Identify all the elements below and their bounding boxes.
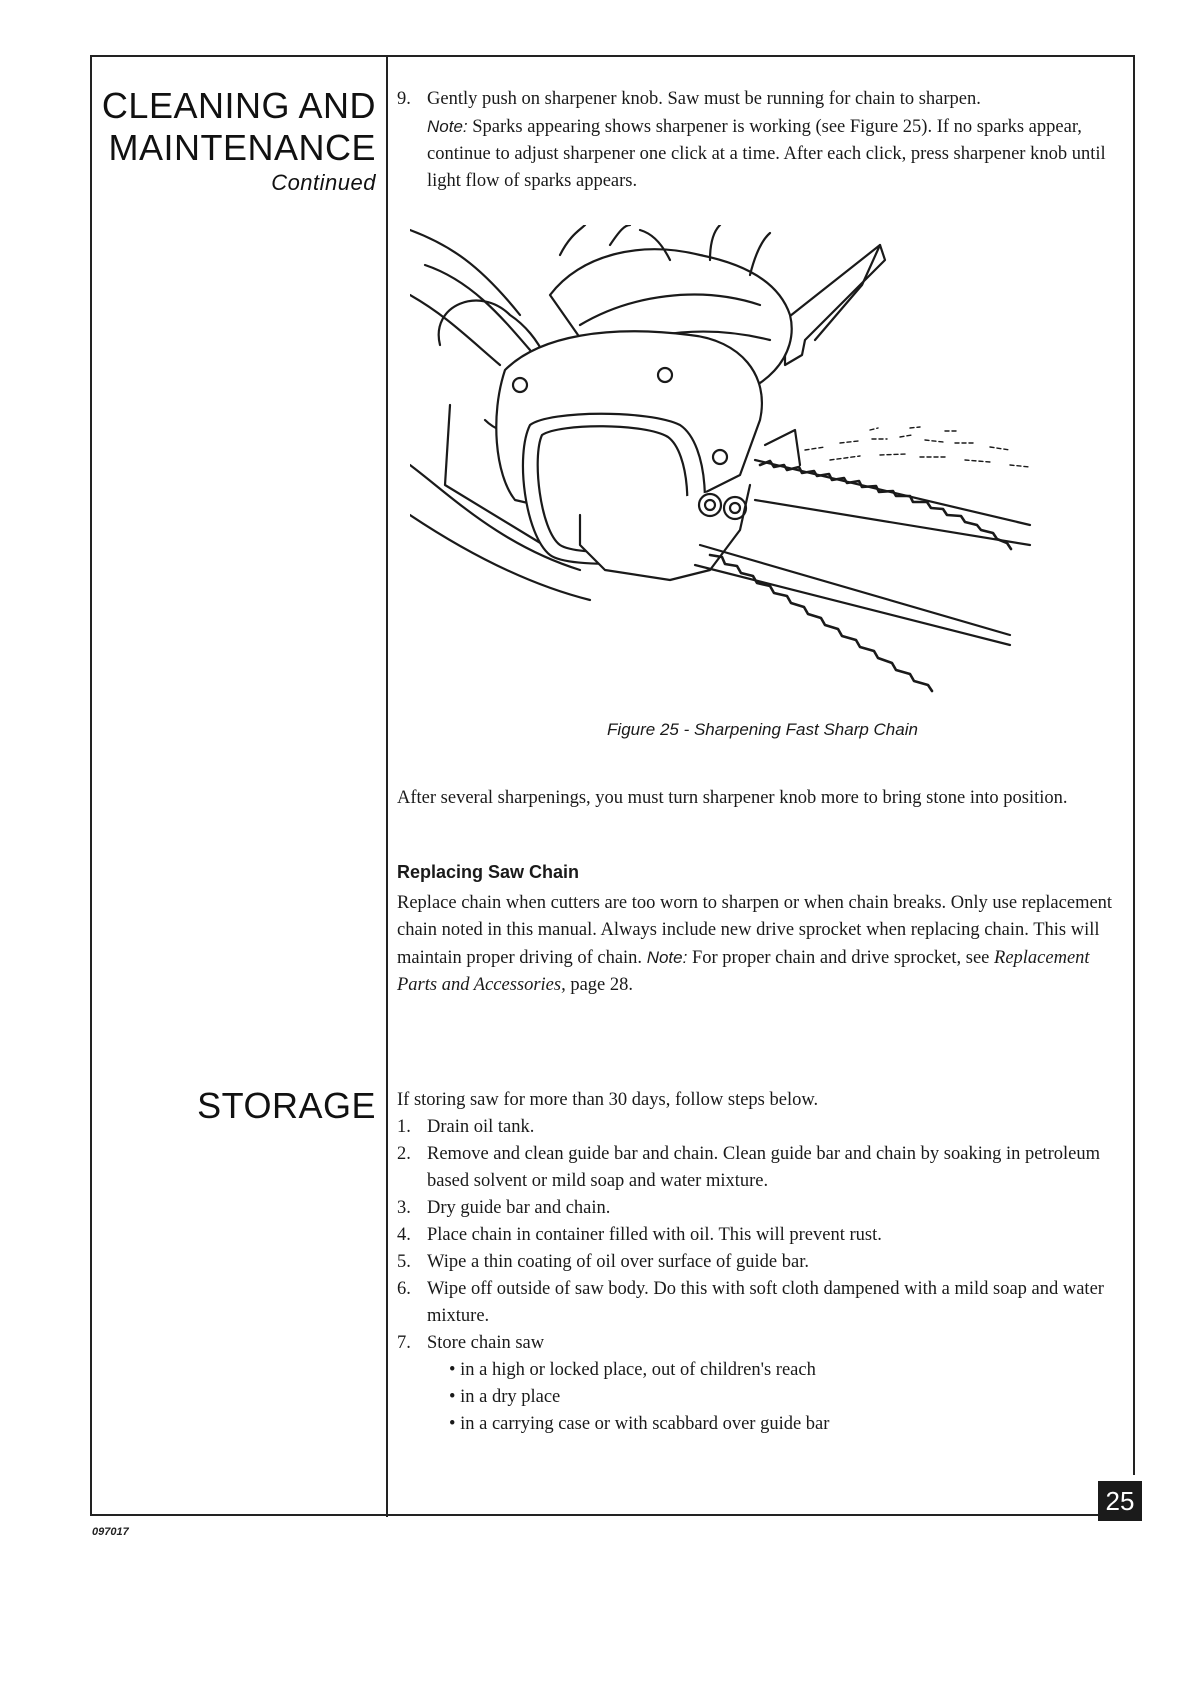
list-item: 4. Place chain in container filled with oil. This will prevent rust. (397, 1225, 882, 1245)
replacing-text-c: page 28. (565, 975, 634, 995)
storage-steps (397, 1114, 1122, 1438)
figure-25-illustration (410, 225, 1100, 695)
bullet-item: • in a dry place (449, 1387, 561, 1407)
after-sharpenings-text: After several sharpenings, you must turn sharpener knob more to bring stone into position. (397, 788, 1068, 808)
list-item: 6. Wipe off outside of saw body. Do this with soft cloth dampened with a mild soap and water mixture. (397, 1279, 1104, 1326)
section-subtitle: Continued (271, 170, 376, 195)
replacing-reference: Replacement Parts and Accessories, (397, 948, 1090, 995)
bullet-item: • in a high or locked place, out of children's reach (449, 1360, 816, 1380)
step-9-number: 9. (397, 89, 411, 109)
frame-bottom-rule (90, 1514, 1135, 1516)
list-item: 5. Wipe a thin coating of oil over surface of guide bar. (397, 1252, 809, 1272)
frame-right-rule (1133, 55, 1135, 1475)
list-item: 7. Store chain saw • in a high or locked place, out of children's reach • in a dry place • in a carrying case or with scabbard over guide bar (397, 1330, 1122, 1438)
frame-left-rule (90, 55, 92, 1515)
frame-top-rule (90, 55, 1135, 57)
page-number-badge: 25 (1098, 1481, 1142, 1521)
step-9-text-a: Gently push on sharpener knob. Saw must be running for chain to sharpen. (427, 89, 981, 109)
replacing-text-a: Replace chain when cutters are too worn to sharpen or when chain breaks. Only use replacement chain noted in this manual. Always include new drive sprocket when replacing chain. This will maintain proper driving of chain. (397, 893, 1113, 968)
replacing-text-b: For proper chain and drive sprocket, see (687, 948, 995, 968)
figure-caption: Figure 25 - Sharpening Fast Sharp Chain (607, 720, 918, 739)
lower-guide-bar (700, 545, 1010, 635)
step-9-note-label: Note: (427, 117, 468, 136)
lower-chain-cutters (710, 555, 932, 691)
step-9 (397, 86, 1122, 195)
replacing-note-label: Note: (646, 948, 688, 967)
sharpener-box (785, 245, 885, 365)
document-code: 097017 (92, 1526, 129, 1538)
list-item: 1. Drain oil tank. (397, 1117, 535, 1137)
section-title-storage: STORAGE (197, 1085, 376, 1126)
title-line-1: CLEANING AND (101, 85, 376, 126)
replacing-saw-chain-heading: Replacing Saw Chain (397, 862, 580, 882)
section-title-cleaning (102, 85, 376, 169)
title-line-2: MAINTENANCE (108, 127, 376, 168)
storage-intro: If storing saw for more than 30 days, follow steps below. (397, 1090, 819, 1110)
column-divider (386, 55, 388, 1517)
list-item: 3. Dry guide bar and chain. (397, 1198, 611, 1218)
storage-bullets (427, 1357, 1122, 1438)
list-item: 2. Remove and clean guide bar and chain. Clean guide bar and chain by soaking in petroleum based solvent or mild soap and water mixture. (397, 1144, 1100, 1191)
bullet-item: • in a carrying case or with scabbard over guide bar (449, 1414, 830, 1434)
step-9-text-b: Sparks appearing shows sharpener is working (see Figure 25). If no sparks appear, continue to adjust sharpener one click at a time. After each click, press sharpener knob until light flow of sparks appears. (427, 117, 1106, 191)
replacing-saw-chain-text (397, 890, 1122, 999)
sparks (805, 427, 1030, 467)
